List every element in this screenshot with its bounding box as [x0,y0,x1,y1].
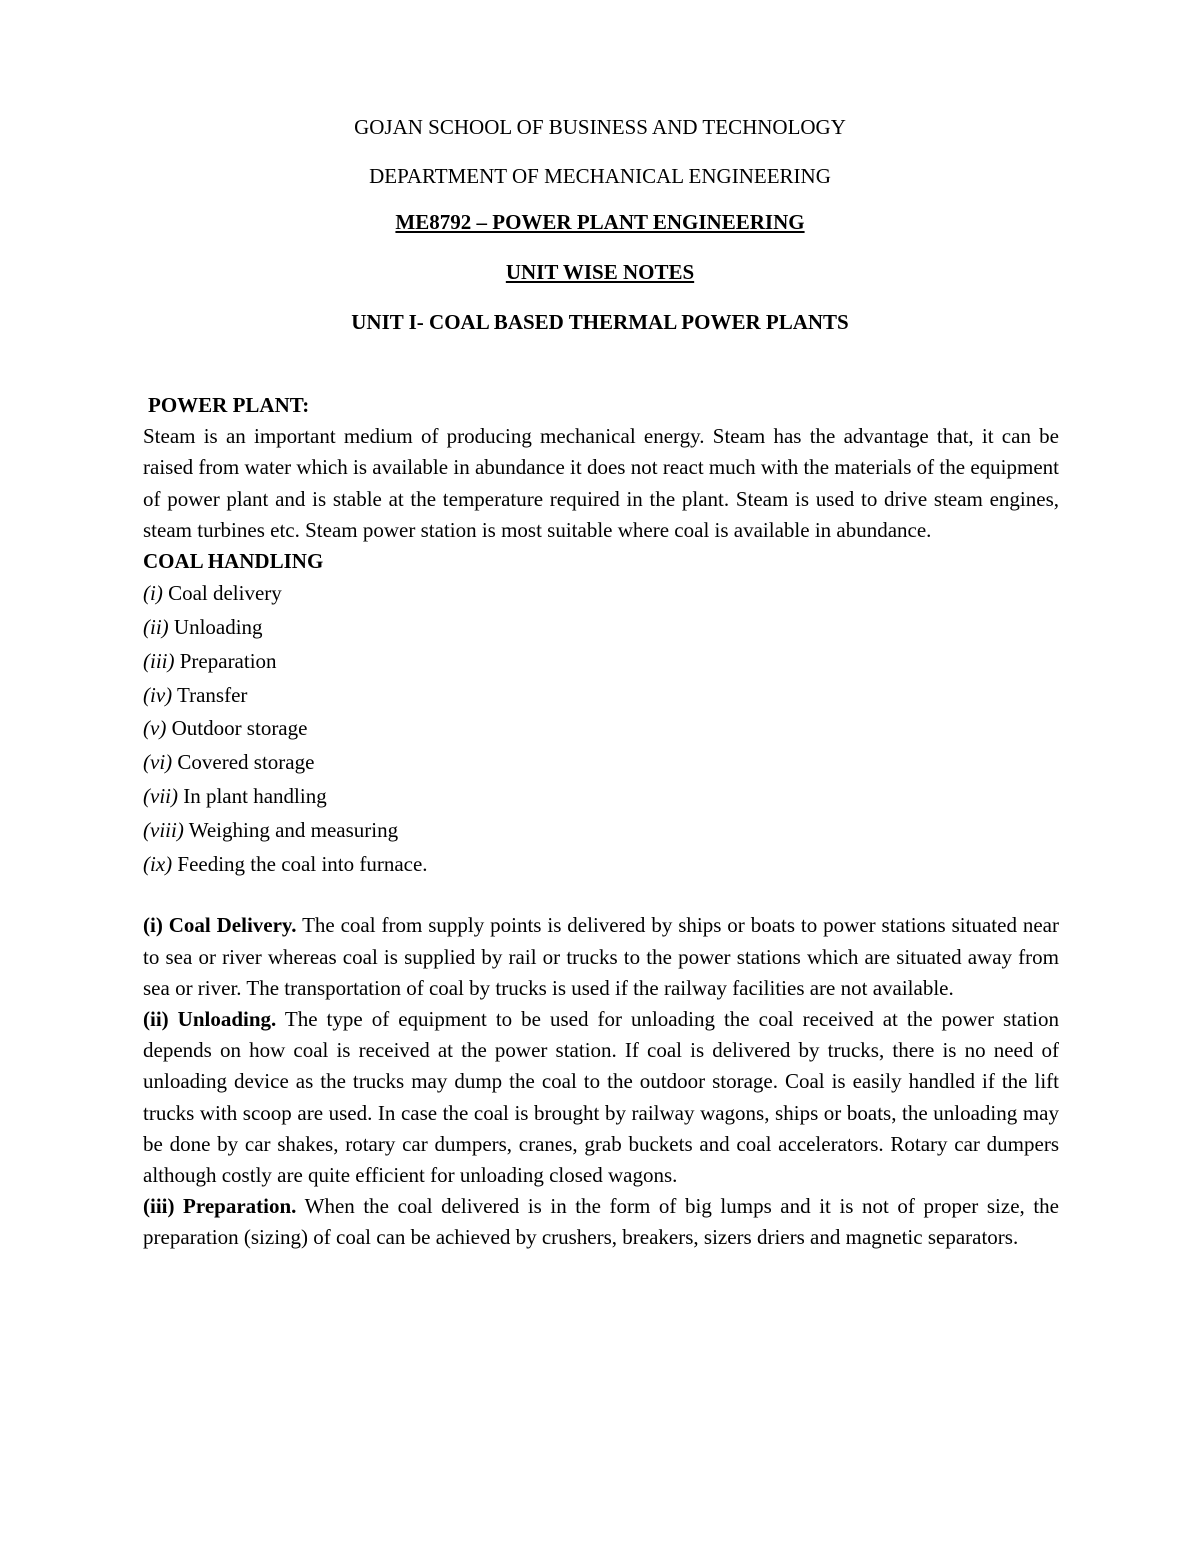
unloading-text: The type of equipment to be used for unloading the coal received at the power station depends on how coal is received at the power station. If coal is delivered by trucks, there is no need of unloading device as the trucks may dump the coal to the outdoor storage. Coal is easily handled if the lift trucks with scoop are used. In case the coal is brought by railway wagons, ships or boats, the unloading may be done by car shakes, rotary car dumpers, cranes, grab buckets and coal accelerators. Rotary car dumpers although costly are quite efficient for unloading closed wagons. [143,1007,1059,1188]
list-item [143,611,1059,645]
list-item [143,814,1059,848]
list-item-label: Feeding the coal into furnace. [177,851,428,876]
preparation-paragraph [143,1191,1059,1253]
list-item-label: Outdoor storage [171,716,308,741]
school-name: GOJAN SCHOOL OF BUSINESS AND TECHNOLOGY [354,115,846,139]
coal-handling-list [143,577,1059,881]
document-body [143,390,1059,1254]
list-item-label: Preparation [179,648,277,673]
coal-handling-heading: COAL HANDLING [143,549,324,574]
preparation-text: When the coal delivered is in the form of big lumps and it is not of proper size, the preparation (sizing) of coal can be achieved by crushers, breakers, sizers driers and magnetic separators. [143,1194,1060,1250]
list-item-number: (vii) [143,784,178,808]
list-item-number: (iv) [143,682,173,707]
course-title: ME8792 – POWER PLANT ENGINEERING [395,210,805,234]
coal-delivery-paragraph [143,910,1059,1004]
list-item-label: Weighing and measuring [188,817,399,842]
preparation-term: (iii) Preparation. [143,1194,297,1219]
list-item-number: (ix) [143,851,173,876]
notes-title: UNIT WISE NOTES [505,260,695,284]
list-item [143,848,1059,882]
list-item [143,712,1059,746]
power-plant-heading: POWER PLANT: [148,393,310,417]
list-item [143,780,1059,814]
list-item [143,746,1059,780]
list-item [143,645,1059,679]
coal-delivery-text: The coal from supply points is delivered by ships or boats to power stations situated near to sea or river whereas coal is supplied by rail or trucks to the power stations which are situated away from sea or river. The transportation of coal by trucks is used if the railway facilities are not available. [143,913,1059,1000]
unit-title: UNIT I- COAL BASED THERMAL POWER PLANTS [351,310,849,334]
list-item-label: In plant handling [183,784,327,808]
paragraph-spacer [143,881,1059,910]
list-item [143,679,1059,713]
list-item-label: Unloading [173,615,263,640]
list-item-number: (iii) [143,648,175,673]
list-item-label: Covered storage [177,750,315,775]
list-item-number: (v) [143,716,167,741]
department-name: DEPARTMENT OF MECHANICAL ENGINEERING [369,164,831,188]
unloading-term: (ii) Unloading. [143,1007,277,1031]
list-item [143,577,1059,611]
list-item-label: Coal delivery [168,581,282,606]
list-item-number: (vi) [143,750,173,775]
list-item-label: Transfer [177,682,248,707]
power-plant-paragraph: Steam is an important medium of producing mechanical energy. Steam has the advantage that, it can be raised from water which is available in abundance it does not react much with the materials of the equipment of power plant and is stable at the temperature required in the plant. Steam is used to drive steam engines, steam turbines etc. Steam power station is most suitable where coal is available in abundance. [143,424,1059,542]
list-item-number: (i) [143,581,163,606]
document-header [0,112,1200,337]
unloading-paragraph [143,1004,1059,1191]
coal-delivery-term: (i) Coal Delivery. [143,913,297,938]
list-item-number: (ii) [143,615,169,640]
list-item-number: (viii) [143,817,184,842]
